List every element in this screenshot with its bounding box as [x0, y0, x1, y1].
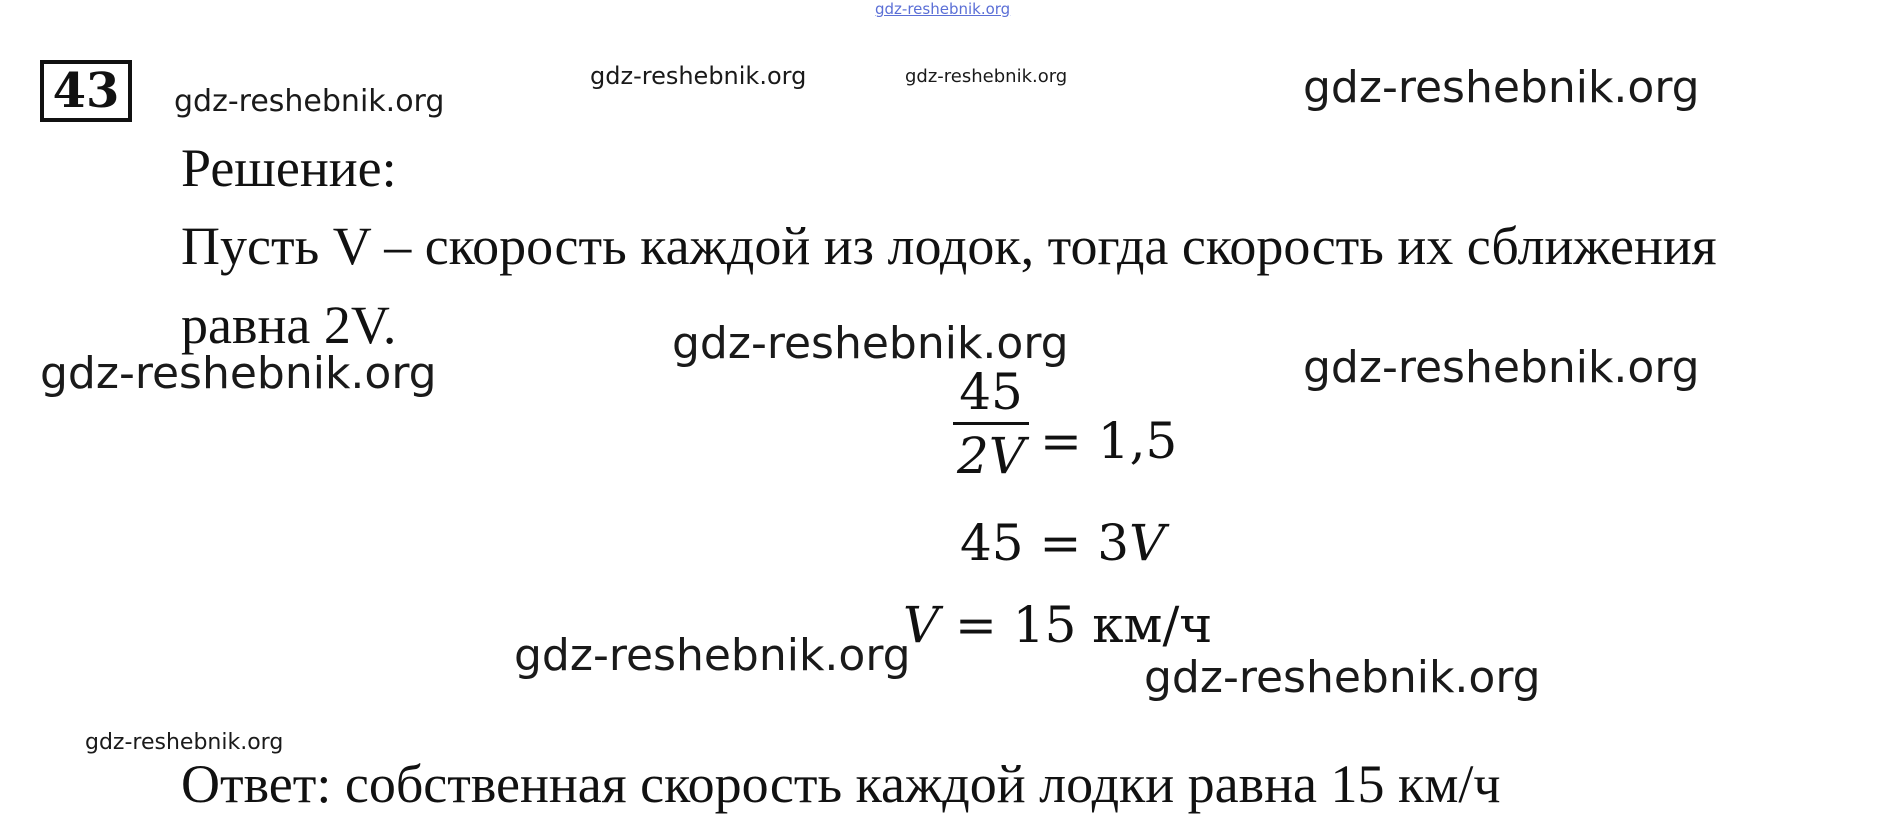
equation-2	[960, 514, 1165, 572]
watermark-text: gdz-reshebnik.org	[174, 84, 445, 119]
equation-fraction	[953, 364, 1029, 485]
watermark-text: gdz-reshebnik.org	[1144, 652, 1541, 703]
problem-number-box	[40, 60, 132, 122]
fraction-bar	[953, 422, 1029, 425]
watermark-text: gdz-reshebnik.org	[1303, 342, 1700, 393]
solution-heading: Решение:	[181, 138, 397, 198]
equation-1-rhs: = 1,5	[1040, 412, 1178, 470]
watermark-text: gdz-reshebnik.org	[1303, 62, 1700, 113]
equation-3	[903, 596, 1212, 654]
watermark-text: gdz-reshebnik.org	[40, 348, 437, 399]
watermark-text: gdz-reshebnik.org	[85, 730, 284, 755]
equation-2-left: 45 = 3	[960, 514, 1130, 572]
equation-3-var: V	[903, 596, 940, 654]
answer-text: Ответ: собственная скорость каждой лодки равна 15 км/ч	[181, 754, 1501, 814]
fraction-denominator	[957, 427, 1025, 485]
fraction-numerator: 45	[959, 363, 1023, 421]
solution-line-1: Пусть V – скорость каждой из лодок, тогда скорость их сближения	[181, 216, 1717, 276]
watermark-text: gdz-reshebnik.org	[590, 62, 807, 90]
equation-3-rest: = 15 км/ч	[939, 596, 1213, 654]
fraction-denominator-text: 2V	[957, 427, 1025, 485]
watermark-text: gdz-reshebnik.org	[514, 630, 911, 681]
solution-line-2: равна 2V.	[181, 295, 397, 355]
equation-2-var: V	[1129, 514, 1166, 572]
watermark-text: gdz-reshebnik.org	[905, 66, 1068, 87]
problem-number: 43	[52, 63, 120, 119]
watermark-top-link[interactable]: gdz-reshebnik.org	[875, 0, 1011, 18]
watermark-text: gdz-reshebnik.org	[672, 318, 1069, 369]
